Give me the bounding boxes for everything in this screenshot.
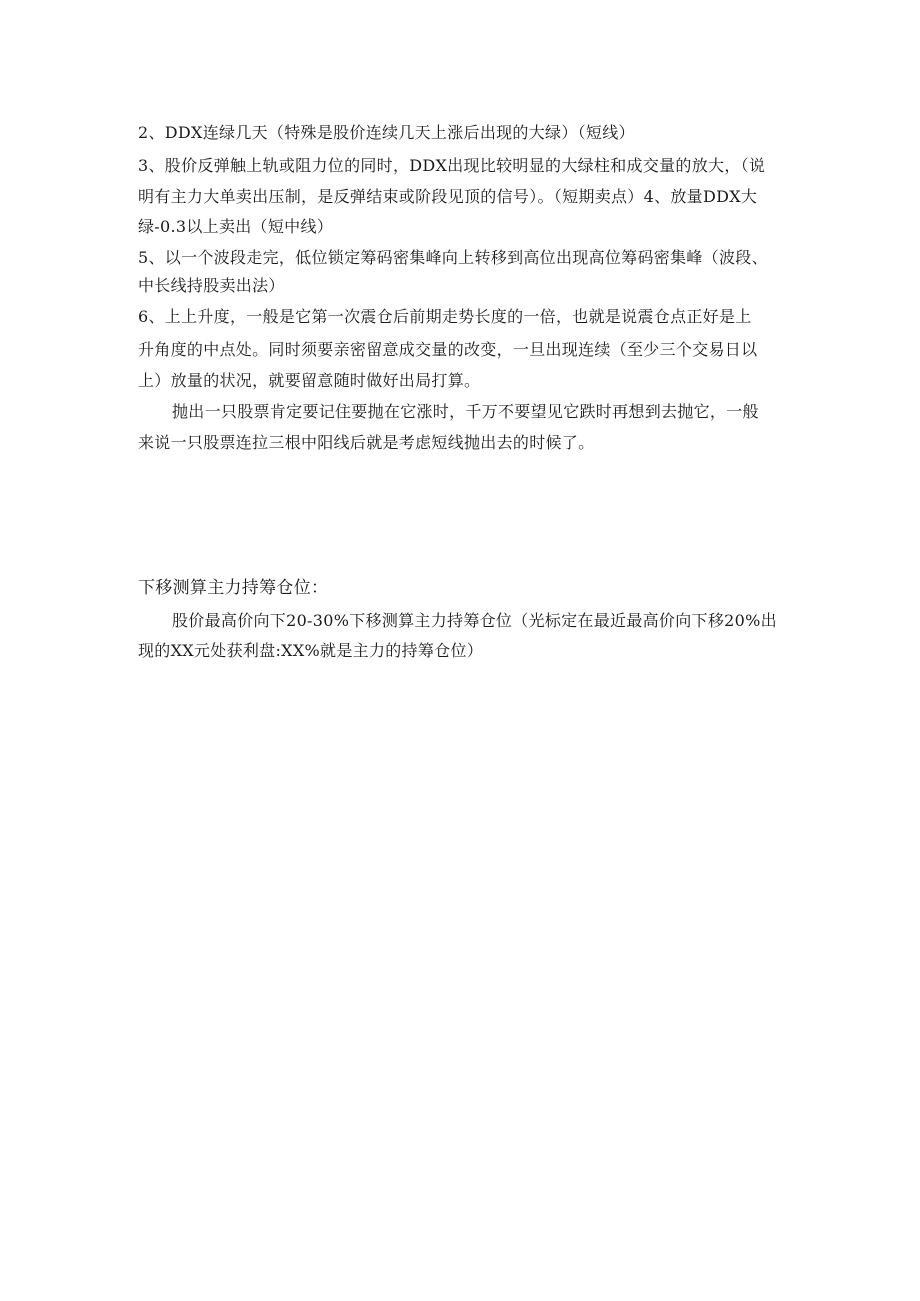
item-5-line-2: 中长线持股卖出法） [138, 276, 285, 295]
item-6-line-3: 上）放量的状况，就要留意随时做好出局打算。 [138, 371, 481, 390]
item-3-line-2: 明有主力大单卖出压制，是反弹结束或阶段见顶的信号）。（短期卖点）4、放量DDX大 [138, 187, 758, 206]
section2-paragraph-line-1: 股价最高价向下20-30%下移测算主力持筹仓位（光标定在最近最高价向下移20%出 [172, 611, 777, 630]
item-3-line-1: 3、股价反弹触上轨或阻力位的同时，DDX出现比较明显的大绿柱和成交量的放大，（说 [138, 156, 766, 175]
item-3-line-3: 绿-0.3以上卖出（短中线） [138, 217, 334, 236]
section2-paragraph-line-2: 现的XX元处获利盘:XX%就是主力的持筹仓位） [138, 641, 484, 660]
item-5-line-1: 5、以一个波段走完，低位锁定筹码密集峰向上转移到高位出现高位筹码密集峰（波段、 [138, 248, 768, 267]
item-2: 2、DDX连绿几天（特殊是股价连续几天上涨后出现的大绿）（短线） [138, 123, 635, 142]
item-6-line-2: 升角度的中点处。同时须要亲密留意成交量的改变，一旦出现连续（至少三个交易日以 [138, 340, 758, 359]
paragraph-line-1: 抛出一只股票肯定要记住要抛在它涨时，千万不要望见它跌时再想到去抛它，一般 [172, 402, 759, 421]
section-heading: 下移测算主力持筹仓位： [138, 578, 329, 598]
paragraph-line-2: 来说一只股票连拉三根中阳线后就是考虑短线抛出去的时候了。 [138, 433, 595, 452]
item-6-line-1: 6、上上升度，一般是它第一次震仓后前期走势长度的一倍，也就是说震仓点正好是上 [138, 307, 752, 326]
